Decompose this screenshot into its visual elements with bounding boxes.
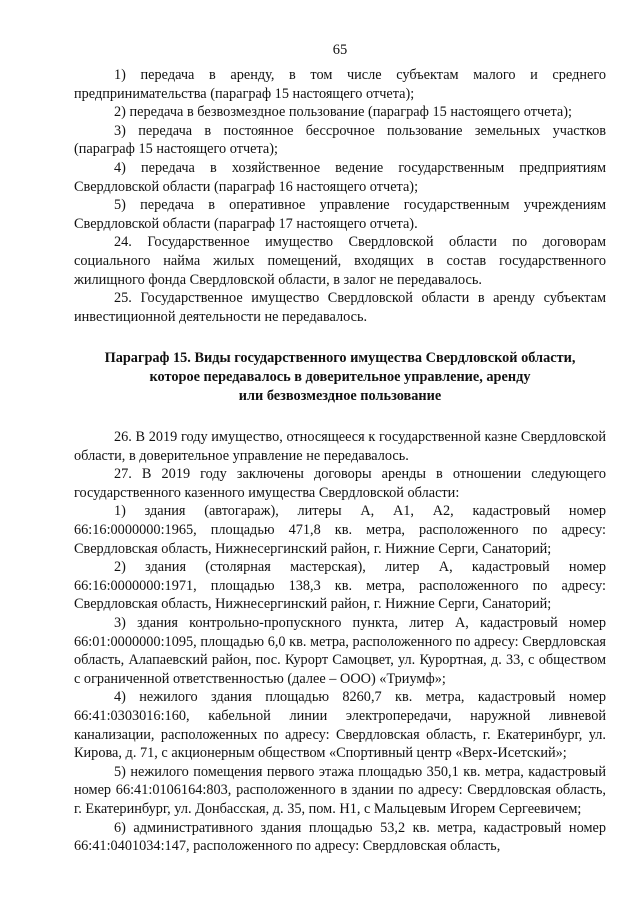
heading-line-2: которое передавалось в доверительное управление, аренду (149, 368, 531, 385)
list-item-free-use: 2) передача в безвозмездное пользование (параграф 15 настоящего отчета); (114, 104, 573, 121)
paragraph-26: 26. В 2019 году имущество, относящееся к государственной казне Свердловской области, в доверительное управление не передавалось. (74, 429, 606, 464)
paragraph-27: 27. В 2019 году заключены договоры аренды в отношении следующего государственного казенного имущества Свердловской области: (74, 466, 606, 501)
top-section (74, 66, 606, 326)
bottom-section (74, 428, 606, 856)
heading-line-3: или безвозмездное пользование (238, 387, 442, 404)
list-item-economic-management: 4) передача в хозяйственное ведение государственным предприятиям Свердловской области (параграф 16 настоящего отчета); (74, 159, 606, 195)
lease-item-6: 6) административного здания площадью 53,2 кв. метра, кадастровый номер 66:41:0401034:147, расположенного по адресу: Свердловская область, (74, 819, 606, 855)
lease-item-5: 5) нежилого помещения первого этажа площадью 350,1 кв. метра, кадастровый номер 66:41:0106164:803, расположенного в здании по адресу: Свердловская область, г. Екатеринбург, ул. Донбасская, д. 35, пом. Н1, с Мальцевым Игорем Сергеевичем; (74, 763, 606, 817)
lease-item-2: 2) здания (столярная мастерская), литер А, кадастровый номер 66:16:0000000:1971, площадью 138,3 кв. метра, расположенного по адресу: Свердловская область, Нижнесергинский район, г. Нижние Серги, Санаторий; (74, 559, 606, 613)
list-item-operational-management: 5) передача в оперативное управление государственным учреждениям Свердловской области (параграф 17 настоящего отчета). (74, 197, 606, 232)
page-number: 65 (332, 42, 348, 58)
lease-item-3: 3) здания контрольно-пропускного пункта, литер А, кадастровый номер 66:01:0000000:1095, площадью 6,0 кв. метра, расположенного по адресу: Свердловская область, Алапаевский район, пос. Курорт Самоцвет, ул. Курортная, д. 33, с обществом с ограниченной ответственностью (далее – ООО) «Триумф»; (74, 615, 606, 687)
paragraph-25: 25. Государственное имущество Свердловской области в аренду субъектам инвестиционной деятельности не передавалось. (74, 290, 606, 325)
list-item-lease: 1) передача в аренду, в том числе субъектам малого и среднего предпринимательства (параграф 15 настоящего отчета); (74, 67, 606, 102)
lease-item-4: 4) нежилого здания площадью 8260,7 кв. метра, кадастровый номер 66:41:0303016:160, кабельной линии электропередачи, наружной ливневой канализации, расположенных по адресу: Свердловская область, г. Екатеринбург, ул. Кирова, д. 71, с акционерным обществом «Спортивный центр «Верх-Исетский»; (74, 689, 606, 762)
document-page (74, 40, 606, 856)
section-heading (74, 349, 606, 405)
paragraph-24: 24. Государственное имущество Свердловской области по договорам социального найма жилых помещений, входящих в состав государственного жилищного фонда Свердловской области, в залог не передавалось. (74, 234, 606, 288)
lease-item-1: 1) здания (автогараж), литеры А, А1, А2, кадастровый номер 66:16:0000000:1965, площадью 471,8 кв. метра, расположенного по адресу: Свердловская область, Нижнесергинский район, г. Нижние Серги, Санаторий; (74, 503, 606, 557)
heading-line-1: Параграф 15. Виды государственного имущества Свердловской области, (104, 350, 576, 367)
list-item-land-use: 3) передача в постоянное бессрочное пользование земельных участков (параграф 15 настоящего отчета); (74, 122, 606, 158)
